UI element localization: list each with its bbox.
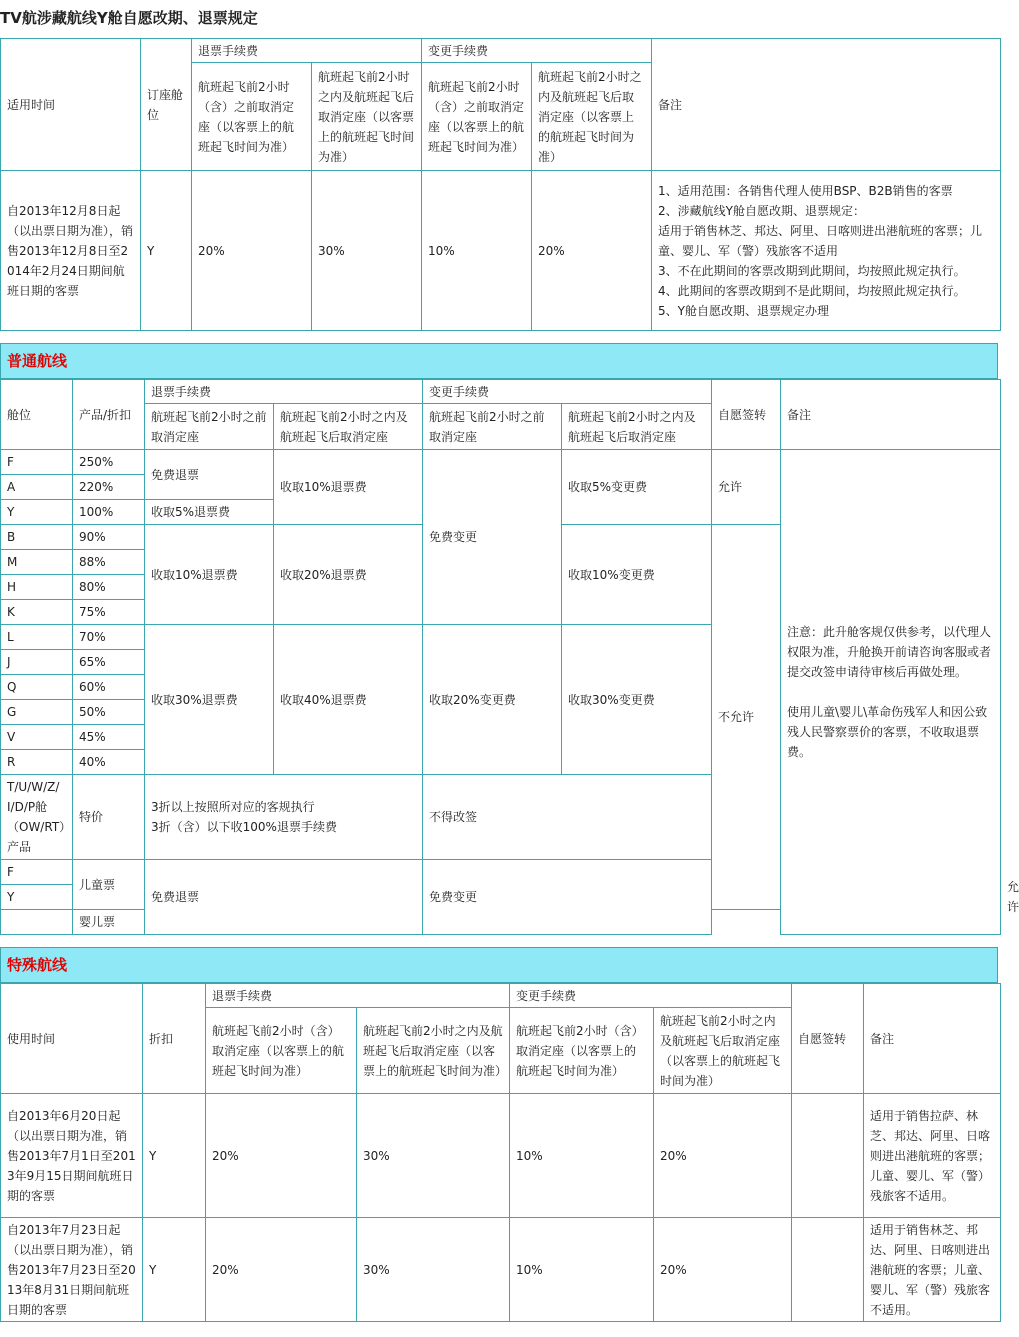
class-pct: 60% [73, 675, 145, 700]
cell-refund-20: 收取20%退票费 [274, 525, 423, 625]
header-refund-before: 航班起飞前2小时（含）之前取消定座（以客票上的航班起飞时间为准） [192, 63, 312, 171]
class-pct: 75% [73, 600, 145, 625]
child-ticket-label: 儿童票 [73, 860, 145, 910]
cell-refund-30: 收取30%退票费 [145, 625, 274, 775]
child-change: 免费变更 [423, 860, 712, 935]
class-pct: 100% [73, 500, 145, 525]
table-tibet-y-class [0, 38, 1001, 331]
special-classes: T/U/W/Z/I/D/P舱（OW/RT）产品 [1, 775, 73, 860]
infant-ticket-label: 婴儿票 [73, 910, 145, 935]
class-code: V [1, 725, 73, 750]
cell-endorse-allow: 允许 [712, 450, 781, 525]
row-remarks: 适用于销售林芝、邦达、阿里、日喀则进出港航班的客票；儿童、婴儿、军（警）残旅客不适用。 [864, 1218, 1001, 1322]
special-refund-line: 3折以上按照所对应的客规执行 [151, 800, 315, 814]
special-refund-line: 3折（含）以下收100%退票手续费 [151, 820, 337, 834]
special-refund-rule [145, 775, 423, 860]
cell-refund-5: 收取5%退票费 [145, 500, 274, 525]
row-remarks: 适用于销售拉萨、林芝、邦达、阿里、日喀则进出港航班的客票；儿童、婴儿、军（警）残旅客不适用。 [864, 1094, 1001, 1218]
header-remarks: 备注 [781, 380, 1001, 450]
row-refund-after: 30% [357, 1094, 510, 1218]
note-upgrade: 注意：此升舱客规仅供参考，以代理人权限为准，升舱换开前请咨询客服或者提交改签申请待审核后再做处理。 [787, 625, 992, 679]
class-pct: 220% [73, 475, 145, 500]
remark-line: 1、适用范围：各销售代理人使用BSP、B2B销售的客票 [658, 183, 953, 198]
header-remarks: 备注 [864, 984, 1001, 1094]
row-endorse [792, 1094, 864, 1218]
special-label: 特价 [73, 775, 145, 860]
cell-free-refund: 免费退票 [145, 450, 274, 500]
class-code: L [1, 625, 73, 650]
header-refund-after: 航班起飞前2小时之内及航班起飞后取消定座 [274, 404, 423, 450]
class-code: F [1, 450, 73, 475]
cell-free-change: 免费变更 [423, 450, 562, 625]
child-class-f: F [1, 860, 73, 885]
class-code: H [1, 575, 73, 600]
header-refund-after: 航班起飞前2小时之内及航班起飞后取消定座（以客票上的航班起飞时间为准） [357, 1008, 510, 1094]
header-use-time: 使用时间 [1, 984, 143, 1094]
header-booking-class: 订座舱位 [141, 39, 192, 171]
header-change-before: 航班起飞前2小时（含）之前取消定座（以客票上的航班起飞时间为准） [422, 63, 532, 171]
row-refund-after: 30% [312, 171, 422, 331]
row-booking-class: Y [141, 171, 192, 331]
class-pct: 70% [73, 625, 145, 650]
row-refund-before: 20% [192, 171, 312, 331]
row-discount: Y [143, 1094, 206, 1218]
child-class-y: Y [1, 885, 73, 910]
header-change-after: 航班起飞前2小时之内及航班起飞后取消定座（以客票上的航班起飞时间为准） [532, 63, 652, 171]
table-regular-routes: 舱位 产品/折扣 退票手续费 变更手续费 自愿签转 备注 航班起飞前2小时之前取消定座 航班起飞前2小时之内及航班起飞后取消定座 航班起飞前2小时之前取消定座 航班起飞前2小时之内及航班起飞后取消定座 F 250% 免费退票 收取10%退票费 免费变更 收取5%变更费 允许 注意：此升舱客规仅供参考，以代理人权限为准，升舱换开前请咨询客服或者提交改签申请待审核后再做处理。 使用儿童\婴儿\革命伤残军人和因公致残人民警察票价的客票，不收取退票费。 A 220% Y 100% 收取5%退票费 B 90% 收取10%退票费 收取20%退票费 收取10%变更费 不允许 M 88% H 80% K 75% L 70% 收取30%退票费 收取40%退票费 收取20%变更费 收取30%变更费 J 65% Q 60% G 50% V 45% R 40% T/U/W/Z/I/D/P舱（OW/RT）产品 特价 3折以上按照所对应的客规执行 3折（含）以下收100%退票手续费 不得改签 F 儿童票 免费退票 免费变更 允许 Y 婴儿票 [0, 379, 1001, 935]
class-pct: 45% [73, 725, 145, 750]
header-refund-after: 航班起飞前2小时之内及航班起飞后取消定座（以客票上的航班起飞时间为准） [312, 63, 422, 171]
row-change-before: 10% [510, 1218, 654, 1322]
row-refund-before: 20% [206, 1094, 357, 1218]
class-code: Y [1, 500, 73, 525]
class-pct: 250% [73, 450, 145, 475]
row-discount: Y [143, 1218, 206, 1322]
cell-change-30: 收取30%变更费 [562, 625, 712, 775]
page-title: TV航涉藏航线Y舱自愿改期、退票规定 [0, 9, 258, 27]
row-endorse [792, 1218, 864, 1322]
class-pct: 88% [73, 550, 145, 575]
remark-line: 3、不在此期间的客票改期到此期间，均按照此规定执行。 [658, 263, 966, 278]
class-code: Q [1, 675, 73, 700]
row-use-time: 自2013年7月23日起（以出票日期为准），销售2013年7月23日至2013年8月31日期间航班日期的客票 [1, 1218, 143, 1322]
cell-change-5: 收取5%变更费 [562, 450, 712, 525]
header-refund-fee: 退票手续费 [206, 984, 510, 1008]
header-change-fee: 变更手续费 [423, 380, 712, 404]
row-change-after: 20% [532, 171, 652, 331]
class-code: K [1, 600, 73, 625]
class-pct: 50% [73, 700, 145, 725]
row-refund-after: 30% [357, 1218, 510, 1322]
class-code: R [1, 750, 73, 775]
class-pct: 90% [73, 525, 145, 550]
cell-endorse-not-allow: 不允许 [712, 525, 781, 910]
row-change-after: 20% [654, 1218, 792, 1322]
header-refund-fee: 退票手续费 [145, 380, 423, 404]
header-refund-before: 航班起飞前2小时之前取消定座 [145, 404, 274, 450]
header-applicable-time: 适用时间 [1, 39, 141, 171]
row-use-time: 自2013年6月20日起（以出票日期为准，销售2013年7月1日至2013年9月15日期间航班日期的客票 [1, 1094, 143, 1218]
row-change-after: 20% [654, 1094, 792, 1218]
cell-change-20: 收取20%变更费 [423, 625, 562, 775]
class-pct: 65% [73, 650, 145, 675]
infant-class-empty [1, 910, 73, 935]
header-change-after: 航班起飞前2小时之内及航班起飞后取消定座（以客票上的航班起飞时间为准） [654, 1008, 792, 1094]
cell-refund-40: 收取40%退票费 [274, 625, 423, 775]
header-change-before: 航班起飞前2小时之前取消定座 [423, 404, 562, 450]
header-class: 舱位 [1, 380, 73, 450]
remark-line: 2、涉藏航线Y舱自愿改期、退票规定： [658, 203, 865, 218]
cell-change-10: 收取10%变更费 [562, 525, 712, 625]
class-code: A [1, 475, 73, 500]
remark-line: 4、此期间的客票改期到不是此期间，均按照此规定执行。 [658, 283, 966, 298]
header-change-fee: 变更手续费 [422, 39, 652, 63]
header-remarks: 备注 [652, 39, 1001, 171]
row-remarks [652, 171, 1001, 331]
class-code: B [1, 525, 73, 550]
row-change-before: 10% [510, 1094, 654, 1218]
header-endorse: 自愿签转 [792, 984, 864, 1094]
class-code: J [1, 650, 73, 675]
header-endorse: 自愿签转 [712, 380, 781, 450]
child-refund: 免费退票 [145, 860, 423, 935]
header-change-fee: 变更手续费 [510, 984, 792, 1008]
class-code: G [1, 700, 73, 725]
section-banner-special-routes: 特殊航线 [0, 947, 998, 983]
header-refund-before: 航班起飞前2小时（含）取消定座（以客票上的航班起飞时间为准） [206, 1008, 357, 1094]
cell-notes [781, 450, 1001, 935]
note-discount-tickets: 使用儿童\婴儿\革命伤残军人和因公致残人民警察票价的客票，不收取退票费。 [787, 705, 988, 759]
header-refund-fee: 退票手续费 [192, 39, 422, 63]
row-refund-before: 20% [206, 1218, 357, 1322]
class-code: M [1, 550, 73, 575]
header-discount: 折扣 [143, 984, 206, 1094]
row-applicable-time: 自2013年12月8日起（以出票日期为准），销售2013年12月8日至2014年2月24日期间航班日期的客票 [1, 171, 141, 331]
remark-line: 5、Y舱自愿改期、退票规定办理 [658, 303, 829, 318]
cell-refund-10-lower: 收取10%退票费 [145, 525, 274, 625]
header-product: 产品/折扣 [73, 380, 145, 450]
class-pct: 40% [73, 750, 145, 775]
cell-refund-10-upper: 收取10%退票费 [274, 450, 423, 525]
row-change-before: 10% [422, 171, 532, 331]
header-change-before: 航班起飞前2小时（含）取消定座（以客票上的航班起飞时间为准） [510, 1008, 654, 1094]
header-change-after: 航班起飞前2小时之内及航班起飞后取消定座 [562, 404, 712, 450]
class-pct: 80% [73, 575, 145, 600]
remark-line: 适用于销售林芝、邦达、阿里、日喀则进出港航班的客票；儿童、婴儿、军（警）残旅客不适用 [658, 223, 983, 258]
special-change-rule: 不得改签 [423, 775, 712, 860]
table-special-routes [0, 983, 1001, 1322]
section-banner-regular-routes: 普通航线 [0, 343, 998, 379]
